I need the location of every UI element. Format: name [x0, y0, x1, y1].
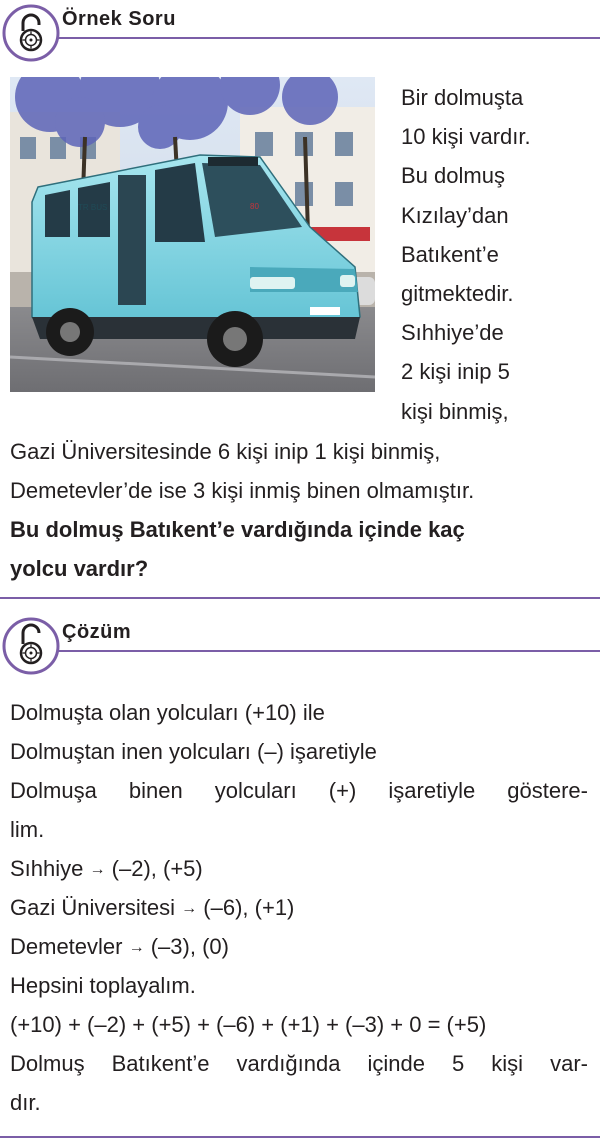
question-line: Gazi Üniversitesinde 6 kişi inip 1 kişi binmiş,: [10, 439, 441, 464]
header-divider: [40, 650, 600, 652]
header-divider: [40, 37, 600, 39]
solution-line: Dolmuştan inen yolcuları (–) işaretiyle: [10, 739, 377, 764]
step-value: (–3), (0): [150, 934, 229, 959]
bus-destination-sign: 80: [250, 202, 259, 211]
question-line: Bu dolmuş: [401, 163, 505, 189]
question-line: 2 kişi inip 5: [401, 359, 510, 385]
example-question-header: [0, 0, 600, 70]
arrow-icon: →: [89, 861, 106, 878]
conclusion-line: Dolmuş Batıkent’e vardığında içinde 5 kişi var-: [10, 1051, 588, 1076]
step-label: Gazi Üniversitesi: [10, 895, 176, 920]
step-value: (–2), (+5): [111, 856, 203, 881]
example-question-title: Örnek Soru: [62, 8, 176, 30]
step-demetevler: [10, 927, 229, 969]
question-bottom-divider: [0, 597, 600, 599]
arrow-icon: →: [128, 939, 145, 956]
solution-line: Dolmuşta olan yolcuları (+10) ile: [10, 700, 325, 725]
step-sihhiye: [10, 849, 203, 891]
question-line: Demetevler’de ise 3 kişi inmiş binen olmamıştır.: [10, 478, 475, 503]
question-line: kişi binmiş,: [401, 398, 509, 424]
question-prompt: yolcu vardır?: [10, 556, 149, 581]
question-line: Sıhhiye’de: [401, 320, 504, 346]
solution-line: lim.: [10, 817, 45, 842]
question-line: 10 kişi vardır.: [401, 124, 531, 150]
question-line: Batıkent’e: [401, 241, 499, 267]
question-line: gitmektedir.: [401, 281, 514, 307]
solution-line: Dolmuşa binen yolcuları (+) işaretiyle göstere-: [10, 778, 588, 803]
step-label: Sıhhiye: [10, 856, 84, 881]
step-gazi-universitesi: [10, 888, 294, 930]
sum-intro: Hepsini toplayalım.: [10, 973, 196, 998]
question-side-text: [401, 78, 597, 431]
arrow-icon: →: [181, 900, 198, 917]
unlocked-padlock-icon: [0, 615, 62, 677]
solution-header: [0, 613, 600, 683]
question-line: Bir dolmuşta: [401, 85, 524, 110]
sum-equation: (+10) + (–2) + (+5) + (–6) + (+1) + (–3) + 0 = (+5): [10, 1012, 487, 1037]
step-label: Demetevler: [10, 934, 123, 959]
question-line: Kızılay’dan: [401, 202, 509, 228]
minibus-photo: [10, 77, 375, 392]
conclusion-line: dır.: [10, 1090, 41, 1115]
step-value: (–6), (+1): [203, 895, 295, 920]
solution-title: Çözüm: [62, 621, 132, 643]
bus-side-sign: TR BUS: [78, 203, 108, 212]
solution-bottom-divider: [0, 1136, 600, 1138]
padlock-icon: [0, 2, 62, 64]
question-prompt: Bu dolmuş Batıkent’e vardığında içinde kaç: [10, 517, 465, 542]
